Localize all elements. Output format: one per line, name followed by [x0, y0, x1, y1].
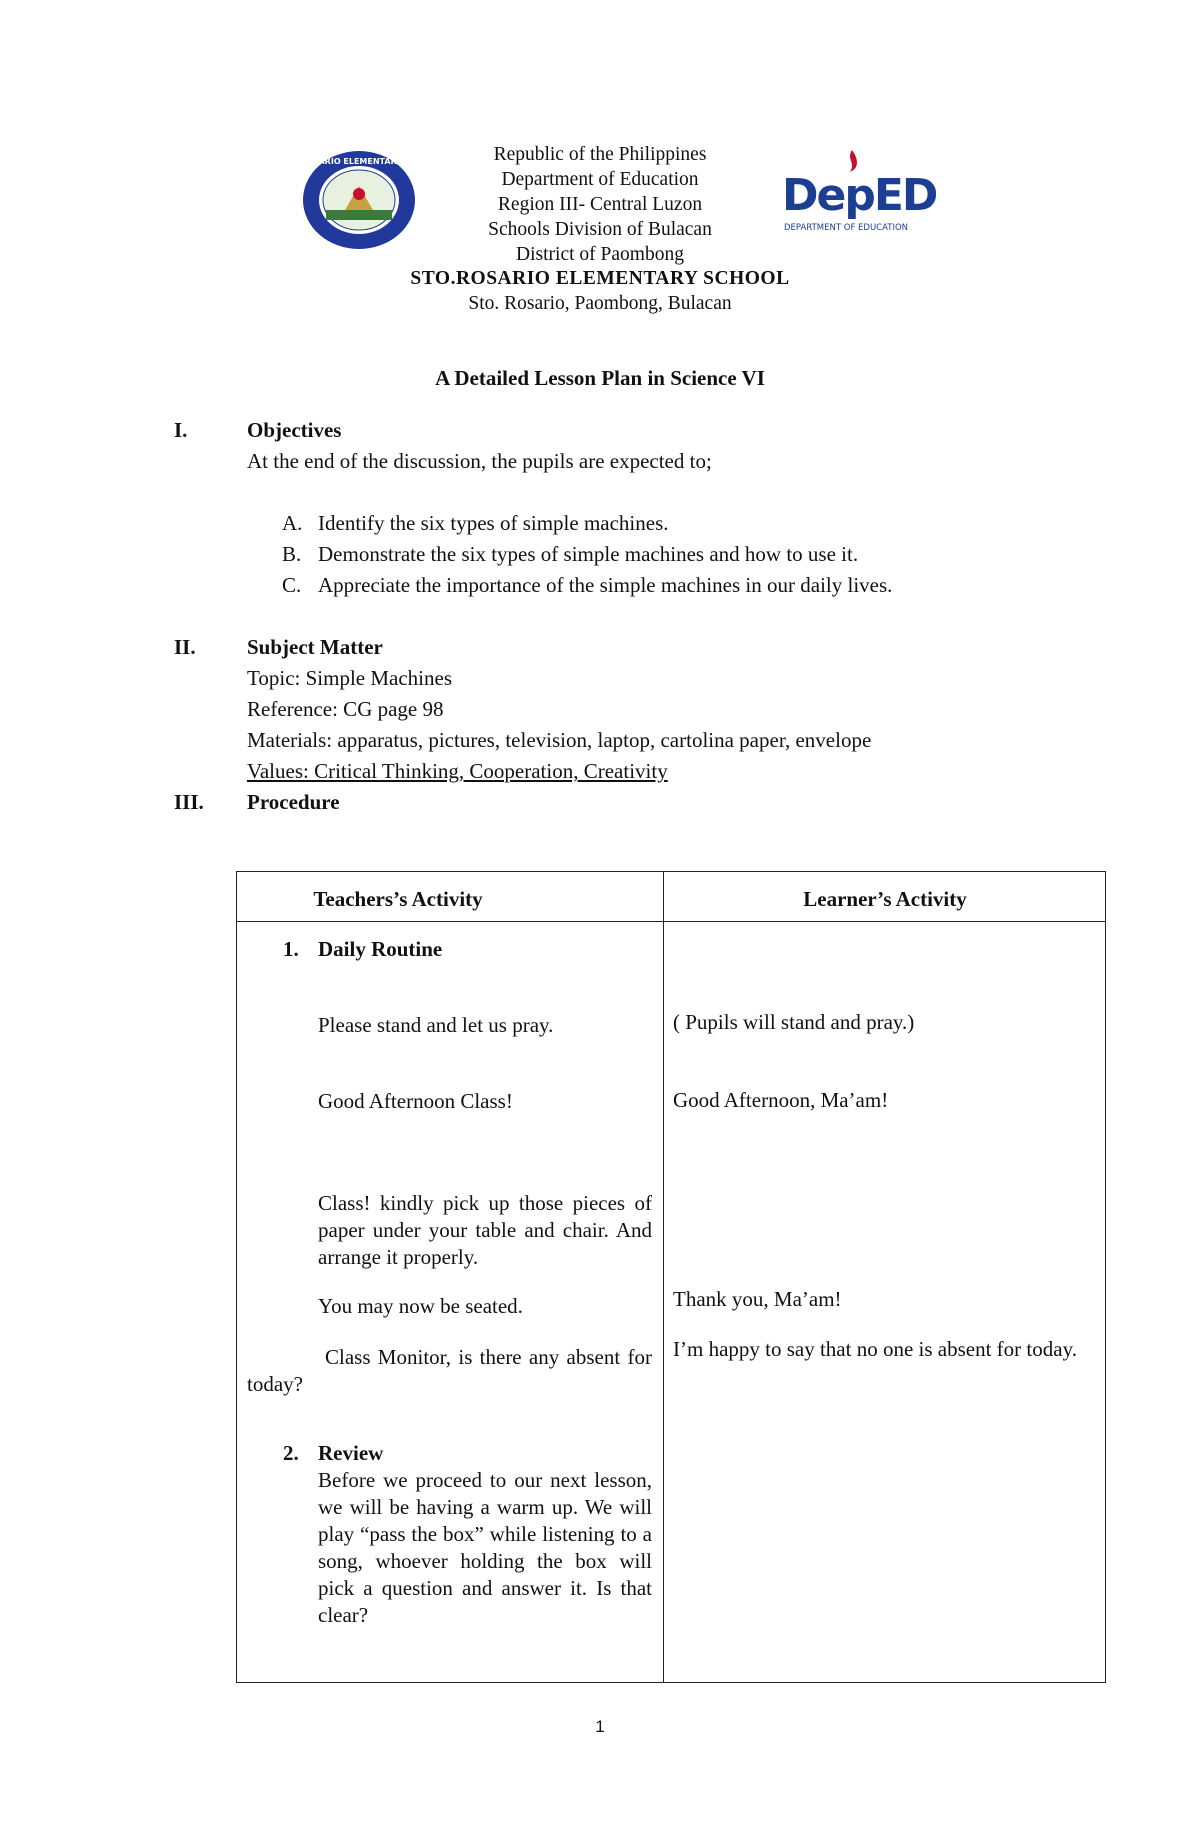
header-lines	[400, 142, 800, 267]
deped-logo	[782, 148, 937, 238]
subject-topic: Topic: Simple Machines	[247, 666, 452, 690]
teacher-pick-paper: Class! kindly pick up those pieces of paper under your table and chair. And arrange it properly.	[318, 1191, 652, 1269]
section-number-procedure: III.	[174, 790, 204, 814]
review-number: 2.	[283, 1441, 299, 1465]
teacher-monitor: Class Monitor, is there any absent for today?	[247, 1345, 652, 1396]
section-heading-subject-matter: Subject Matter	[247, 635, 383, 659]
table-header-divider	[237, 921, 1105, 922]
header-line-division: Schools Division of Bulacan	[488, 219, 712, 240]
header-line-republic: Republic of the Philippines	[493, 144, 707, 165]
objective-text-c: Appreciate the importance of the simple machines in our daily lives.	[318, 573, 893, 597]
learner-thanks: Thank you, Ma’am!	[673, 1287, 842, 1311]
objective-text-a: Identify the six types of simple machines.	[318, 511, 669, 535]
procedure-table	[236, 871, 1106, 1683]
review-text: Before we proceed to our next lesson, we will be having a warm up. We will play “pass the box” while listening to a song, whoever holding the box will pick a question and answer it. Is that clear?	[318, 1468, 652, 1627]
seal-text: STO. ROSARIO ELEMENTARY SCHOOL	[276, 157, 442, 166]
deped-logo-subtext: DEPARTMENT OF EDUCATION	[784, 223, 909, 233]
header-line-district: District of Paombong	[516, 244, 684, 265]
subject-materials: Materials: apparatus, pictures, television, laptop, cartolina paper, envelope	[247, 728, 872, 752]
school-address: Sto. Rosario, Paombong, Bulacan	[468, 293, 732, 314]
learner-greet: Good Afternoon, Ma’am!	[673, 1088, 889, 1112]
subject-values: Values: Critical Thinking, Cooperation, Creativity	[247, 759, 668, 783]
table-column-divider	[663, 872, 664, 1682]
page-number: 1	[595, 1717, 605, 1736]
section-heading-procedure: Procedure	[247, 790, 340, 814]
header-teachers-activity: Teachers’s Activity	[313, 887, 483, 911]
routine-number: 1.	[283, 937, 299, 961]
subject-reference: Reference: CG page 98	[247, 697, 444, 721]
header-line-department: Department of Education	[501, 169, 699, 190]
header-line-region: Region III- Central Luzon	[497, 194, 703, 215]
section-heading-objectives: Objectives	[247, 418, 342, 442]
learner-absent: I’m happy to say that no one is absent for today.	[673, 1337, 1077, 1361]
learner-pray: ( Pupils will stand and pray.)	[673, 1010, 915, 1034]
section-number-objectives: I.	[174, 418, 188, 442]
review-title: Review	[318, 1441, 384, 1465]
objective-letter-c: C.	[282, 573, 302, 597]
objective-text-b: Demonstrate the six types of simple machines and how to use it.	[318, 542, 859, 566]
teacher-pray: Please stand and let us pray.	[318, 1013, 554, 1037]
teacher-seated: You may now be seated.	[318, 1294, 523, 1318]
routine-title: Daily Routine	[318, 937, 443, 961]
school-name: STO.ROSARIO ELEMENTARY SCHOOL	[410, 268, 790, 289]
objective-letter-a: A.	[282, 511, 303, 535]
objectives-intro: At the end of the discussion, the pupils are expected to;	[247, 449, 712, 473]
deped-logo-text: DepED	[782, 170, 937, 221]
objective-letter-b: B.	[282, 542, 302, 566]
section-number-subject-matter: II.	[174, 635, 196, 659]
teacher-greet: Good Afternoon Class!	[318, 1089, 513, 1113]
header-learners-activity: Learner’s Activity	[803, 887, 967, 911]
document-title: A Detailed Lesson Plan in Science VI	[435, 366, 765, 390]
